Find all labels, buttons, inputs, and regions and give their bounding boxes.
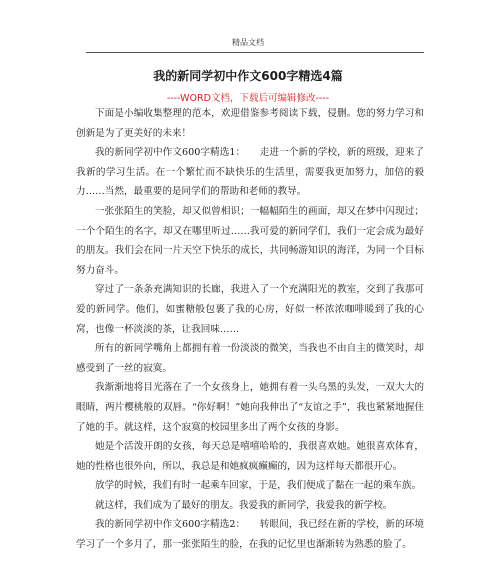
paragraph-intro: 下面是小编收集整理的范本，欢迎借鉴参考阅读下载，侵删。您的努力学习和创新是为了更美好的未来！ (76, 108, 424, 139)
header-divider (86, 52, 424, 53)
paragraph: 她是个活泼开朗的女孩，每天总是嘻嘻哈哈的，我很喜欢她。她很喜欢体育，她的性格也很外向，所以，我总是和她疯疯癫癫的，因为这样每天都很开心。 (76, 441, 424, 472)
paragraph: 所有的新同学嘴角上都拥有着一份淡淡的微笑，当我也不由自主的微笑时，却感受到了一丝的寂寞。 (76, 343, 424, 374)
paragraph-essay-2-start: 我的新同学初中作文600字精选2： 转眼间，我已经在新的学校，新的环境学习了一个多月了，那一张张陌生的脸，在我的记忆里也渐渐转为熟悉的脸了。 (76, 519, 424, 551)
paragraph: 就这样，我们成为了最好的朋友。我爱我的新同学，我爱我的新学校。 (95, 499, 393, 511)
paragraph: 放学的时候，我们有时一起乘车回家，于是，我们便成了黏在一起的乘车族。 (95, 480, 422, 492)
header-label: 精品文档 (232, 38, 264, 47)
paragraph: 穿过了一条条充满知识的长廊，我进入了一个充满阳光的教室，交到了我那可爱的新同学。他们，如蜜糖般包裹了我的心房，好似一杯浓浓咖啡暖到了我的心窝，也像一杯淡淡的茶，让我回味…… (76, 284, 424, 335)
paragraph: 一张张陌生的笑脸，却又似曾相识；一幅幅陌生的画面，却又在梦中闪现过；一个个陌生的名字，却又在哪里听过……我可爱的新同学们，我们一定会成为最好的朋友。我们会在同一片天空下快乐的成长，共同畅游知识的海洋，为同一个目标努力奋斗。 (76, 205, 424, 276)
paragraph-essay-1-start: 我的新同学初中作文600字精选1： 走进一个新的学校，新的班级，迎来了我新的学习生活。在一个繁忙而不缺快乐的生活里，需要我更加努力，加倍的毅力……当然，最重要的是同学们的帮助和老师的教导。 (76, 147, 424, 198)
paragraph: 我渐渐地将目光落在了一个女孩身上，她拥有着一头乌黑的头发，一双大大的眼睛，两片樱桃般的双唇。“你好啊！”她向我伸出了“友谊之手”，我也紧紧地握住了她的手。就这样，这个寂寞的校园里多出了两个女孩的身影。 (76, 382, 424, 433)
document-body (76, 104, 424, 555)
document-title: 我的新同学初中作文600字精选4篇 (153, 69, 343, 83)
edit-notice: ----WORD文档，下载后可编辑修改---- (166, 93, 330, 104)
